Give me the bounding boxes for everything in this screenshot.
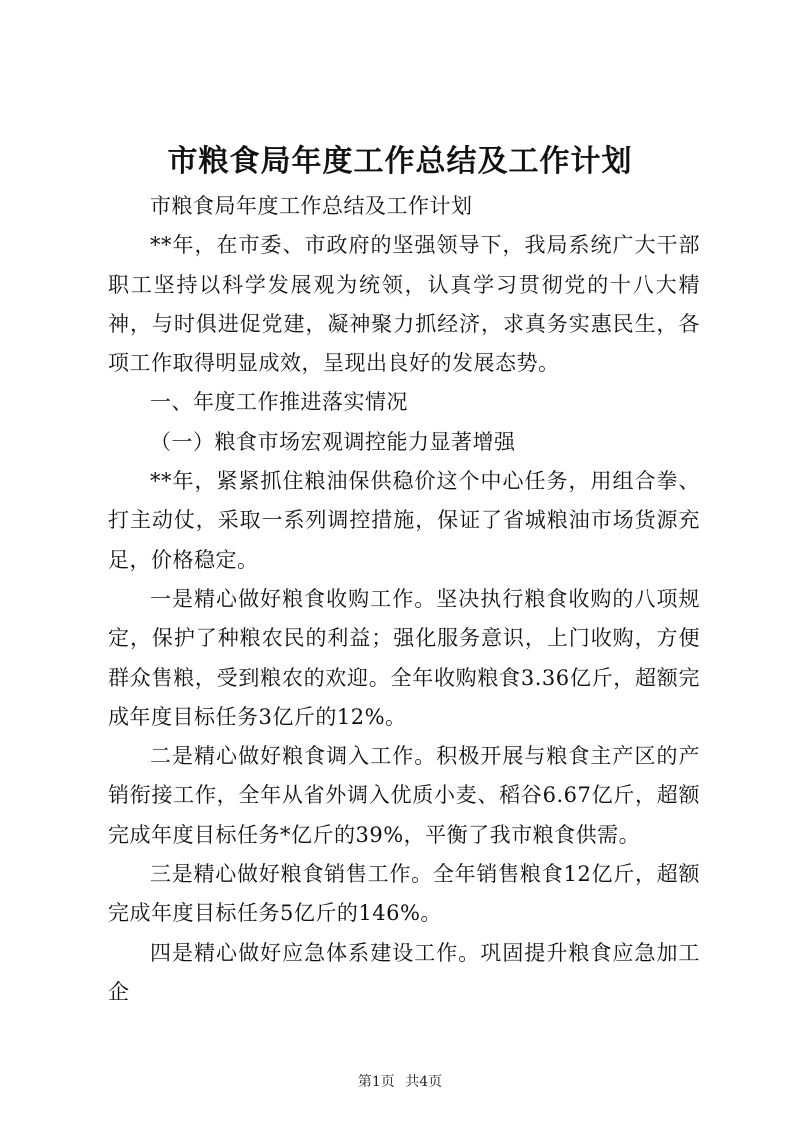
paragraph-market: **年，紧紧抓住粮油保供稳价这个中心任务，用组合拳、打主动仗，采取一系列调控措施，保证了省城粮油市场货源充足，价格稳定。 <box>108 469 700 572</box>
paragraph-import: 二是精心做好粮食调入工作。积极开展与粮食主产区的产销衔接工作，全年从省外调入优质小麦、稻谷6.67亿斤，超额完成年度目标任务*亿斤的39%，平衡了我市粮食供需。 <box>108 744 700 847</box>
document-body <box>108 187 700 1012</box>
paragraph-sales: 三是精心做好粮食销售工作。全年销售粮食12亿斤，超额完成年度目标任务5亿斤的146%。 <box>108 862 700 926</box>
section-heading: 一、年度工作推进落实情况 <box>150 390 408 415</box>
paragraph-intro: **年，在市委、市政府的坚强领导下，我局系统广大干部职工坚持以科学发展观为统领，认真学习贯彻党的十八大精神，与时俱进促党建，凝神聚力抓经济，求真务实惠民生，各项工作取得明显成效，呈现出良好的发展态势。 <box>108 233 700 376</box>
page-number: 第1页 <box>357 1074 395 1090</box>
paragraph-purchase: 一是精心做好粮食收购工作。坚决执行粮食收购的八项规定，保护了种粮农民的利益；强化服务意识，上门收购，方便群众售粮，受到粮农的欢迎。全年收购粮食3.36亿斤，超额完成年度目标任务3亿斤的12%。 <box>108 586 700 729</box>
page-total: 共4页 <box>405 1074 443 1090</box>
paragraph-emergency: 四是精心做好应急体系建设工作。巩固提升粮食应急加工企 <box>108 940 700 1004</box>
subsection-heading: （一）粮食市场宏观调控能力显著增强 <box>150 429 516 454</box>
page-footer <box>0 1072 800 1092</box>
document-title: 市粮食局年度工作总结及工作计划 <box>167 144 633 179</box>
paragraph-subtitle: 市粮食局年度工作总结及工作计划 <box>150 194 473 218</box>
